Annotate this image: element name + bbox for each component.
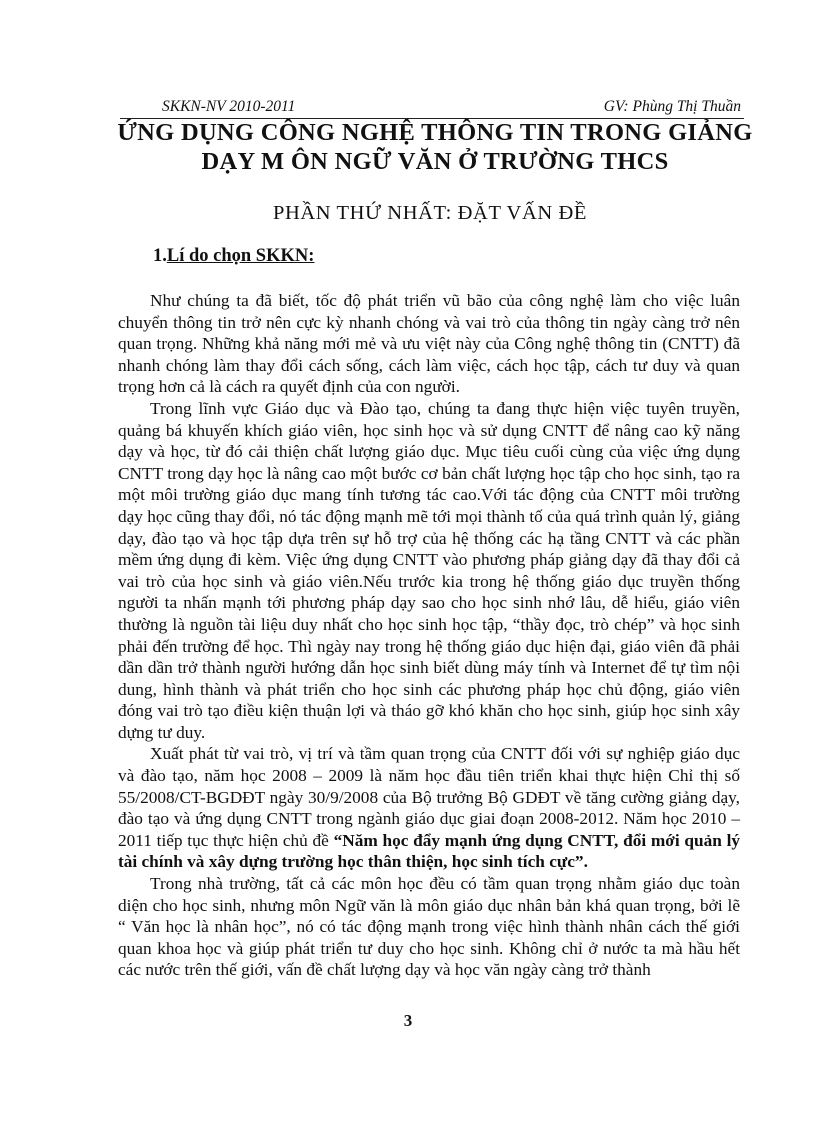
section-number: 1. xyxy=(153,246,167,266)
paragraph-1: Như chúng ta đã biết, tốc độ phát triển vũ bão của công nghệ làm cho việc luân chuyển thông tin trở nên cực kỳ nhanh chóng và vai trò của thông tin ngày càng trở nên quan trọng. Những khả năng mới mẻ và ưu việt này của Công nghệ thông tin (CNTT) đã nhanh chóng làm thay đổi cách sống, cách làm việc, cách học tập, cách tư duy và quan trọng hơn cả là cách ra quyết định của con người. xyxy=(118,291,740,397)
header-left-text: SKKN-NV 2010-2011 xyxy=(162,98,296,115)
page-number: 3 xyxy=(403,1011,413,1030)
paragraph-3-bold-theme: “Năm học đẩy mạnh ứng dụng CNTT, đổi mới quản lý tài chính và xây dựng trường học thân thiện, học sinh tích cực”. xyxy=(118,830,741,872)
page-header xyxy=(120,98,744,119)
header-author-text: GV: Phùng Thị Thuần xyxy=(603,98,741,115)
paragraph-2: Trong lĩnh vực Giáo dục và Đào tạo, chúng ta đang thực hiện việc tuyên truyền, quảng bá khuyến khích giáo viên, học sinh học và sử dụng CNTT để nâng cao kỹ năng dạy và học, từ đó cải thiện chất lượng giáo dục. Mục tiêu cuối cùng của việc ứng dụng CNTT trong dạy học là nâng cao một bước cơ bản chất lượng học tập cho học sinh, tạo ra một môi trường giáo dục mang tính tương tác cao.Với tác động của CNTT môi trường dạy học cũng thay đổi, nó tác động mạnh mẽ tới mọi thành tố của quá trình quản lý, giảng dạy, đào tạo và học tập dựa trên sự hỗ trợ của hệ thống các hạ tầng CNTT và các phần mềm ứng dụng đi kèm. Việc ứng dụng CNTT vào phương pháp giảng dạy đã thay đổi cả vai trò của học sinh và giáo viên.Nếu trước kia trong hệ thống giáo dục truyền thống người ta nhấn mạnh tới phương pháp dạy sao cho học sinh nhớ lâu, dễ hiểu, giáo viên thường là nguồn tài liệu duy nhất cho học sinh học tập, “thầy đọc, trò chép” và học sinh phải đến trường để học. Thì ngày nay trong hệ thống giáo dục hiện đại, giáo viên đã phải dần dần trở thành người hướng dẫn học sinh biết dùng máy tính và Internet để tự tìm nội dung, hình thành và phát triển cho học sinh các phương pháp học chủ động, giáo viên đóng vai trò tạo điều kiện thuận lợi và tháo gỡ khó khăn cho học sinh, giúp học sinh xây dựng tư duy. xyxy=(118,398,741,742)
body-text xyxy=(118,290,740,981)
document-title-line-1: ỨNG DỤNG CÔNG NGHỆ THÔNG TIN TRONG GIẢNG xyxy=(117,119,753,146)
paragraph-4: Trong nhà trường, tất cả các môn học đều có tầm quan trọng nhằm giáo dục toàn diện cho học sinh, nhưng môn Ngữ văn là môn giáo dục nhân bản khá quan trọng, bởi lẽ “ Văn học là nhân học”, nó có tác động mạnh trong việc hình thành nhân cách thế giới quan khoa học và giúp phát triển tư duy cho học sinh. Không chỉ ở nước ta mà hầu hết các nước trên thế giới, vấn đề chất lượng dạy và học văn ngày càng trở thành xyxy=(118,874,740,980)
paragraph-3-text: Xuất phát từ vai trò, vị trí và tầm quan trọng của CNTT đối với sự nghiệp giáo dục và đào tạo, năm học 2008 – 2009 là năm học đầu tiên triển khai thực hiện Chỉ thị số 55/2008/CT-BGDĐT ngày 30/9/2008 của Bộ trưởng Bộ GDĐT về tăng cường giảng dạy, đào tạo và ứng dụng CNTT trong ngành giáo dục giai đoạn 2008-2012. Năm học 2010 – 2011 tiếp tục thực hiện chủ đề xyxy=(118,744,740,850)
section-title: Lí do chọn SKKN: xyxy=(166,246,315,266)
section-heading xyxy=(153,246,314,267)
document-title-line-2: DẠY M ÔN NGỮ VĂN Ở TRƯỜNG THCS xyxy=(201,148,669,175)
part-heading: PHẦN THỨ NHẤT: ĐẶT VẤN ĐỀ xyxy=(272,202,588,224)
paragraph-3 xyxy=(118,743,740,873)
